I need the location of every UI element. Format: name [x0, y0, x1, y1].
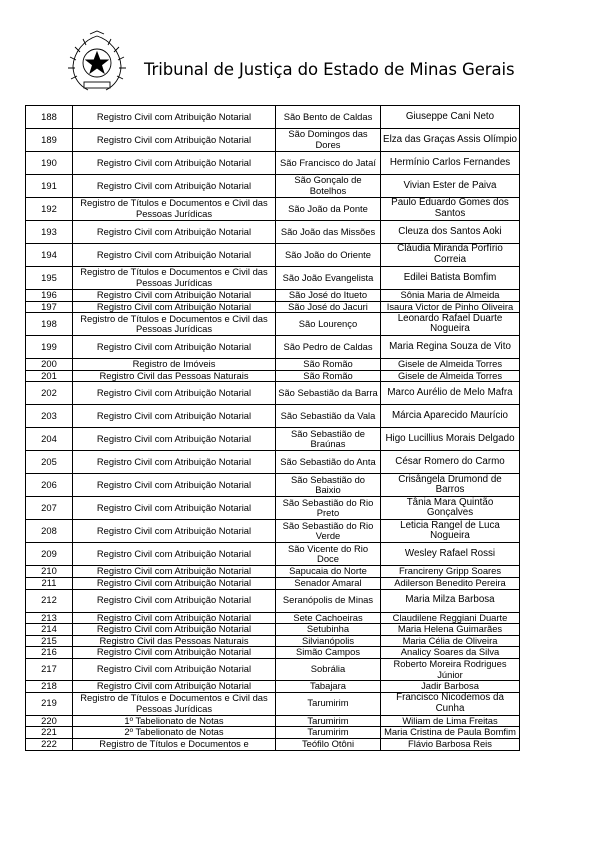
registry-type-cell: Registro Civil com Atribuição Notarial [73, 474, 276, 497]
row-number-cell: 213 [26, 612, 73, 624]
holder-name-cell: Cleuza dos Santos Aoki [381, 221, 520, 244]
city-cell: São Sebastião da Barra [276, 382, 381, 405]
city-cell: Sobrália [276, 658, 381, 680]
row-number-cell: 203 [26, 405, 73, 428]
row-number-cell: 207 [26, 497, 73, 520]
table-row [26, 612, 520, 624]
registry-type-cell: Registro de Títulos e Documentos e Civil das Pessoas Jurídicas [73, 267, 276, 290]
city-cell: São João das Missões [276, 221, 381, 244]
table-row [26, 290, 520, 302]
row-number-cell: 206 [26, 474, 73, 497]
holder-name-cell: Gisele de Almeida Torres [381, 359, 520, 371]
row-number-cell: 216 [26, 647, 73, 659]
row-number-cell: 190 [26, 152, 73, 175]
city-cell: São Pedro de Caldas [276, 336, 381, 359]
city-cell: São Romão [276, 370, 381, 382]
row-number-cell: 221 [26, 727, 73, 739]
registry-type-cell: Registro Civil com Atribuição Notarial [73, 543, 276, 566]
city-cell: São Sebastião do Baixio [276, 474, 381, 497]
table-row [26, 658, 520, 680]
row-number-cell: 200 [26, 359, 73, 371]
holder-name-cell: Paulo Eduardo Gomes dos Santos [381, 198, 520, 221]
registry-type-cell: Registro Civil com Atribuição Notarial [73, 106, 276, 129]
holder-name-cell: Jadir Barbosa [381, 681, 520, 693]
registry-table-body [26, 106, 520, 751]
table-row [26, 624, 520, 636]
table-row [26, 692, 520, 715]
city-cell: Tarumirim [276, 692, 381, 715]
row-number-cell: 214 [26, 624, 73, 636]
table-row [26, 577, 520, 589]
holder-name-cell: Hermínio Carlos Fernandes [381, 152, 520, 175]
registry-table [25, 105, 520, 751]
registry-type-cell: Registro Civil com Atribuição Notarial [73, 612, 276, 624]
registry-type-cell: Registro Civil com Atribuição Notarial [73, 221, 276, 244]
city-cell: São Romão [276, 359, 381, 371]
table-row [26, 175, 520, 198]
registry-type-cell: Registro Civil com Atribuição Notarial [73, 497, 276, 520]
registry-type-cell: Registro Civil das Pessoas Naturais [73, 635, 276, 647]
city-cell: Tabajara [276, 681, 381, 693]
city-cell: Simão Campos [276, 647, 381, 659]
table-row [26, 221, 520, 244]
holder-name-cell: Analicy Soares da Silva [381, 647, 520, 659]
table-row [26, 198, 520, 221]
registry-type-cell: Registro de Títulos e Documentos e Civil das Pessoas Jurídicas [73, 198, 276, 221]
table-row [26, 738, 520, 750]
registry-type-cell: Registro de Títulos e Documentos e Civil das Pessoas Jurídicas [73, 692, 276, 715]
city-cell: Tarumirim [276, 727, 381, 739]
registry-type-cell: Registro Civil com Atribuição Notarial [73, 290, 276, 302]
city-cell: Silvianópolis [276, 635, 381, 647]
registry-type-cell: Registro de Títulos e Documentos e Civil das Pessoas Jurídicas [73, 313, 276, 336]
city-cell: São Sebastião da Vala [276, 405, 381, 428]
holder-name-cell: Francireny Gripp Soares [381, 566, 520, 578]
city-cell: Sete Cachoeiras [276, 612, 381, 624]
row-number-cell: 193 [26, 221, 73, 244]
table-row [26, 635, 520, 647]
registry-type-cell: Registro Civil com Atribuição Notarial [73, 577, 276, 589]
table-row [26, 336, 520, 359]
row-number-cell: 217 [26, 658, 73, 680]
row-number-cell: 192 [26, 198, 73, 221]
holder-name-cell: Maria Milza Barbosa [381, 589, 520, 612]
row-number-cell: 188 [26, 106, 73, 129]
city-cell: São Lourenço [276, 313, 381, 336]
table-row [26, 566, 520, 578]
row-number-cell: 220 [26, 715, 73, 727]
table-row [26, 382, 520, 405]
table-row [26, 715, 520, 727]
registry-type-cell: Registro Civil com Atribuição Notarial [73, 405, 276, 428]
city-cell: São João do Oriente [276, 244, 381, 267]
holder-name-cell: Maria Célia de Oliveira [381, 635, 520, 647]
registry-type-cell: Registro Civil com Atribuição Notarial [73, 428, 276, 451]
registry-type-cell: Registro Civil com Atribuição Notarial [73, 129, 276, 152]
city-cell: São José do Itueto [276, 290, 381, 302]
table-row [26, 370, 520, 382]
holder-name-cell: Wiliam de Lima Freitas [381, 715, 520, 727]
row-number-cell: 196 [26, 290, 73, 302]
row-number-cell: 198 [26, 313, 73, 336]
registry-type-cell: Registro Civil com Atribuição Notarial [73, 152, 276, 175]
holder-name-cell: Claudilene Reggiani Duarte [381, 612, 520, 624]
holder-name-cell: Wesley Rafael Rossi [381, 543, 520, 566]
table-row [26, 244, 520, 267]
registry-type-cell: Registro Civil com Atribuição Notarial [73, 520, 276, 543]
city-cell: Seranópolis de Minas [276, 589, 381, 612]
city-cell: Setubinha [276, 624, 381, 636]
table-row [26, 106, 520, 129]
city-cell: São José do Jacuri [276, 301, 381, 313]
row-number-cell: 201 [26, 370, 73, 382]
row-number-cell: 215 [26, 635, 73, 647]
city-cell: São Domingos das Dores [276, 129, 381, 152]
row-number-cell: 204 [26, 428, 73, 451]
registry-type-cell: Registro de Títulos e Documentos e [73, 738, 276, 750]
table-row [26, 520, 520, 543]
registry-type-cell: Registro Civil com Atribuição Notarial [73, 658, 276, 680]
row-number-cell: 191 [26, 175, 73, 198]
registry-type-cell: 1º Tabelionato de Notas [73, 715, 276, 727]
table-row [26, 405, 520, 428]
holder-name-cell: Roberto Moreira Rodrigues Júnior [381, 658, 520, 680]
city-cell: Sapucaia do Norte [276, 566, 381, 578]
row-number-cell: 205 [26, 451, 73, 474]
holder-name-cell: Cláudia Miranda Porfírio Correia [381, 244, 520, 267]
row-number-cell: 195 [26, 267, 73, 290]
registry-type-cell: Registro Civil com Atribuição Notarial [73, 451, 276, 474]
registry-type-cell: Registro Civil com Atribuição Notarial [73, 382, 276, 405]
holder-name-cell: Edilei Batista Bomfim [381, 267, 520, 290]
row-number-cell: 194 [26, 244, 73, 267]
registry-type-cell: Registro Civil com Atribuição Notarial [73, 589, 276, 612]
city-cell: São João da Ponte [276, 198, 381, 221]
table-row [26, 474, 520, 497]
coat-of-arms-emblem [64, 30, 130, 96]
row-number-cell: 212 [26, 589, 73, 612]
registry-type-cell: Registro Civil com Atribuição Notarial [73, 175, 276, 198]
row-number-cell: 189 [26, 129, 73, 152]
registry-type-cell: Registro Civil com Atribuição Notarial [73, 647, 276, 659]
city-cell: São João Evangelista [276, 267, 381, 290]
registry-table-container [25, 105, 519, 751]
table-row [26, 681, 520, 693]
registry-type-cell: Registro Civil com Atribuição Notarial [73, 336, 276, 359]
registry-type-cell: Registro Civil com Atribuição Notarial [73, 624, 276, 636]
holder-name-cell: Flávio Barbosa Reis [381, 738, 520, 750]
registry-type-cell: 2º Tabelionato de Notas [73, 727, 276, 739]
holder-name-cell: Tânia Mara Quintão Gonçalves [381, 497, 520, 520]
city-cell: São Gonçalo de Botelhos [276, 175, 381, 198]
registry-type-cell: Registro Civil com Atribuição Notarial [73, 566, 276, 578]
row-number-cell: 209 [26, 543, 73, 566]
city-cell: São Sebastião do Anta [276, 451, 381, 474]
table-row [26, 267, 520, 290]
holder-name-cell: Francisco Nicodemos da Cunha [381, 692, 520, 715]
row-number-cell: 219 [26, 692, 73, 715]
registry-type-cell: Registro Civil das Pessoas Naturais [73, 370, 276, 382]
table-row [26, 428, 520, 451]
row-number-cell: 222 [26, 738, 73, 750]
city-cell: São Vicente do Rio Doce [276, 543, 381, 566]
holder-name-cell: Maria Regina Souza de Vito [381, 336, 520, 359]
holder-name-cell: Vivian Ester de Paiva [381, 175, 520, 198]
table-row [26, 152, 520, 175]
holder-name-cell: Gisele de Almeida Torres [381, 370, 520, 382]
table-row [26, 647, 520, 659]
table-row [26, 497, 520, 520]
city-cell: São Sebastião do Rio Preto [276, 497, 381, 520]
holder-name-cell: César Romero do Carmo [381, 451, 520, 474]
holder-name-cell: Adilerson Benedito Pereira [381, 577, 520, 589]
holder-name-cell: Giuseppe Cani Neto [381, 106, 520, 129]
table-row [26, 129, 520, 152]
registry-type-cell: Registro Civil com Atribuição Notarial [73, 681, 276, 693]
row-number-cell: 199 [26, 336, 73, 359]
row-number-cell: 210 [26, 566, 73, 578]
city-cell: Teófilo Otôni [276, 738, 381, 750]
holder-name-cell: Maria Cristina de Paula Bomfim [381, 727, 520, 739]
page-header [64, 30, 544, 96]
holder-name-cell: Higo Lucillius Morais Delgado [381, 428, 520, 451]
table-row [26, 313, 520, 336]
registry-type-cell: Registro Civil com Atribuição Notarial [73, 301, 276, 313]
city-cell: São Francisco do Jataí [276, 152, 381, 175]
table-row [26, 301, 520, 313]
org-title: Tribunal de Justiça do Estado de Minas Gerais [144, 60, 515, 79]
holder-name-cell: Isaura Victor de Pinho Oliveira [381, 301, 520, 313]
holder-name-cell: Sônia Maria de Almeida [381, 290, 520, 302]
row-number-cell: 218 [26, 681, 73, 693]
holder-name-cell: Leticia Rangel de Luca Nogueira [381, 520, 520, 543]
table-row [26, 727, 520, 739]
holder-name-cell: Leonardo Rafael Duarte Nogueira [381, 313, 520, 336]
city-cell: Tarumirim [276, 715, 381, 727]
city-cell: São Sebastião do Rio Verde [276, 520, 381, 543]
holder-name-cell: Marco Aurélio de Melo Mafra [381, 382, 520, 405]
row-number-cell: 202 [26, 382, 73, 405]
holder-name-cell: Elza das Graças Assis Olímpio [381, 129, 520, 152]
registry-type-cell: Registro Civil com Atribuição Notarial [73, 244, 276, 267]
row-number-cell: 211 [26, 577, 73, 589]
holder-name-cell: Crisângela Drumond de Barros [381, 474, 520, 497]
table-row [26, 543, 520, 566]
city-cell: São Bento de Caldas [276, 106, 381, 129]
row-number-cell: 208 [26, 520, 73, 543]
city-cell: Senador Amaral [276, 577, 381, 589]
registry-type-cell: Registro de Imóveis [73, 359, 276, 371]
holder-name-cell: Márcia Aparecido Maurício [381, 405, 520, 428]
table-row [26, 589, 520, 612]
row-number-cell: 197 [26, 301, 73, 313]
city-cell: São Sebastião de Braúnas [276, 428, 381, 451]
table-row [26, 451, 520, 474]
table-row [26, 359, 520, 371]
holder-name-cell: Maria Helena Guimarães [381, 624, 520, 636]
